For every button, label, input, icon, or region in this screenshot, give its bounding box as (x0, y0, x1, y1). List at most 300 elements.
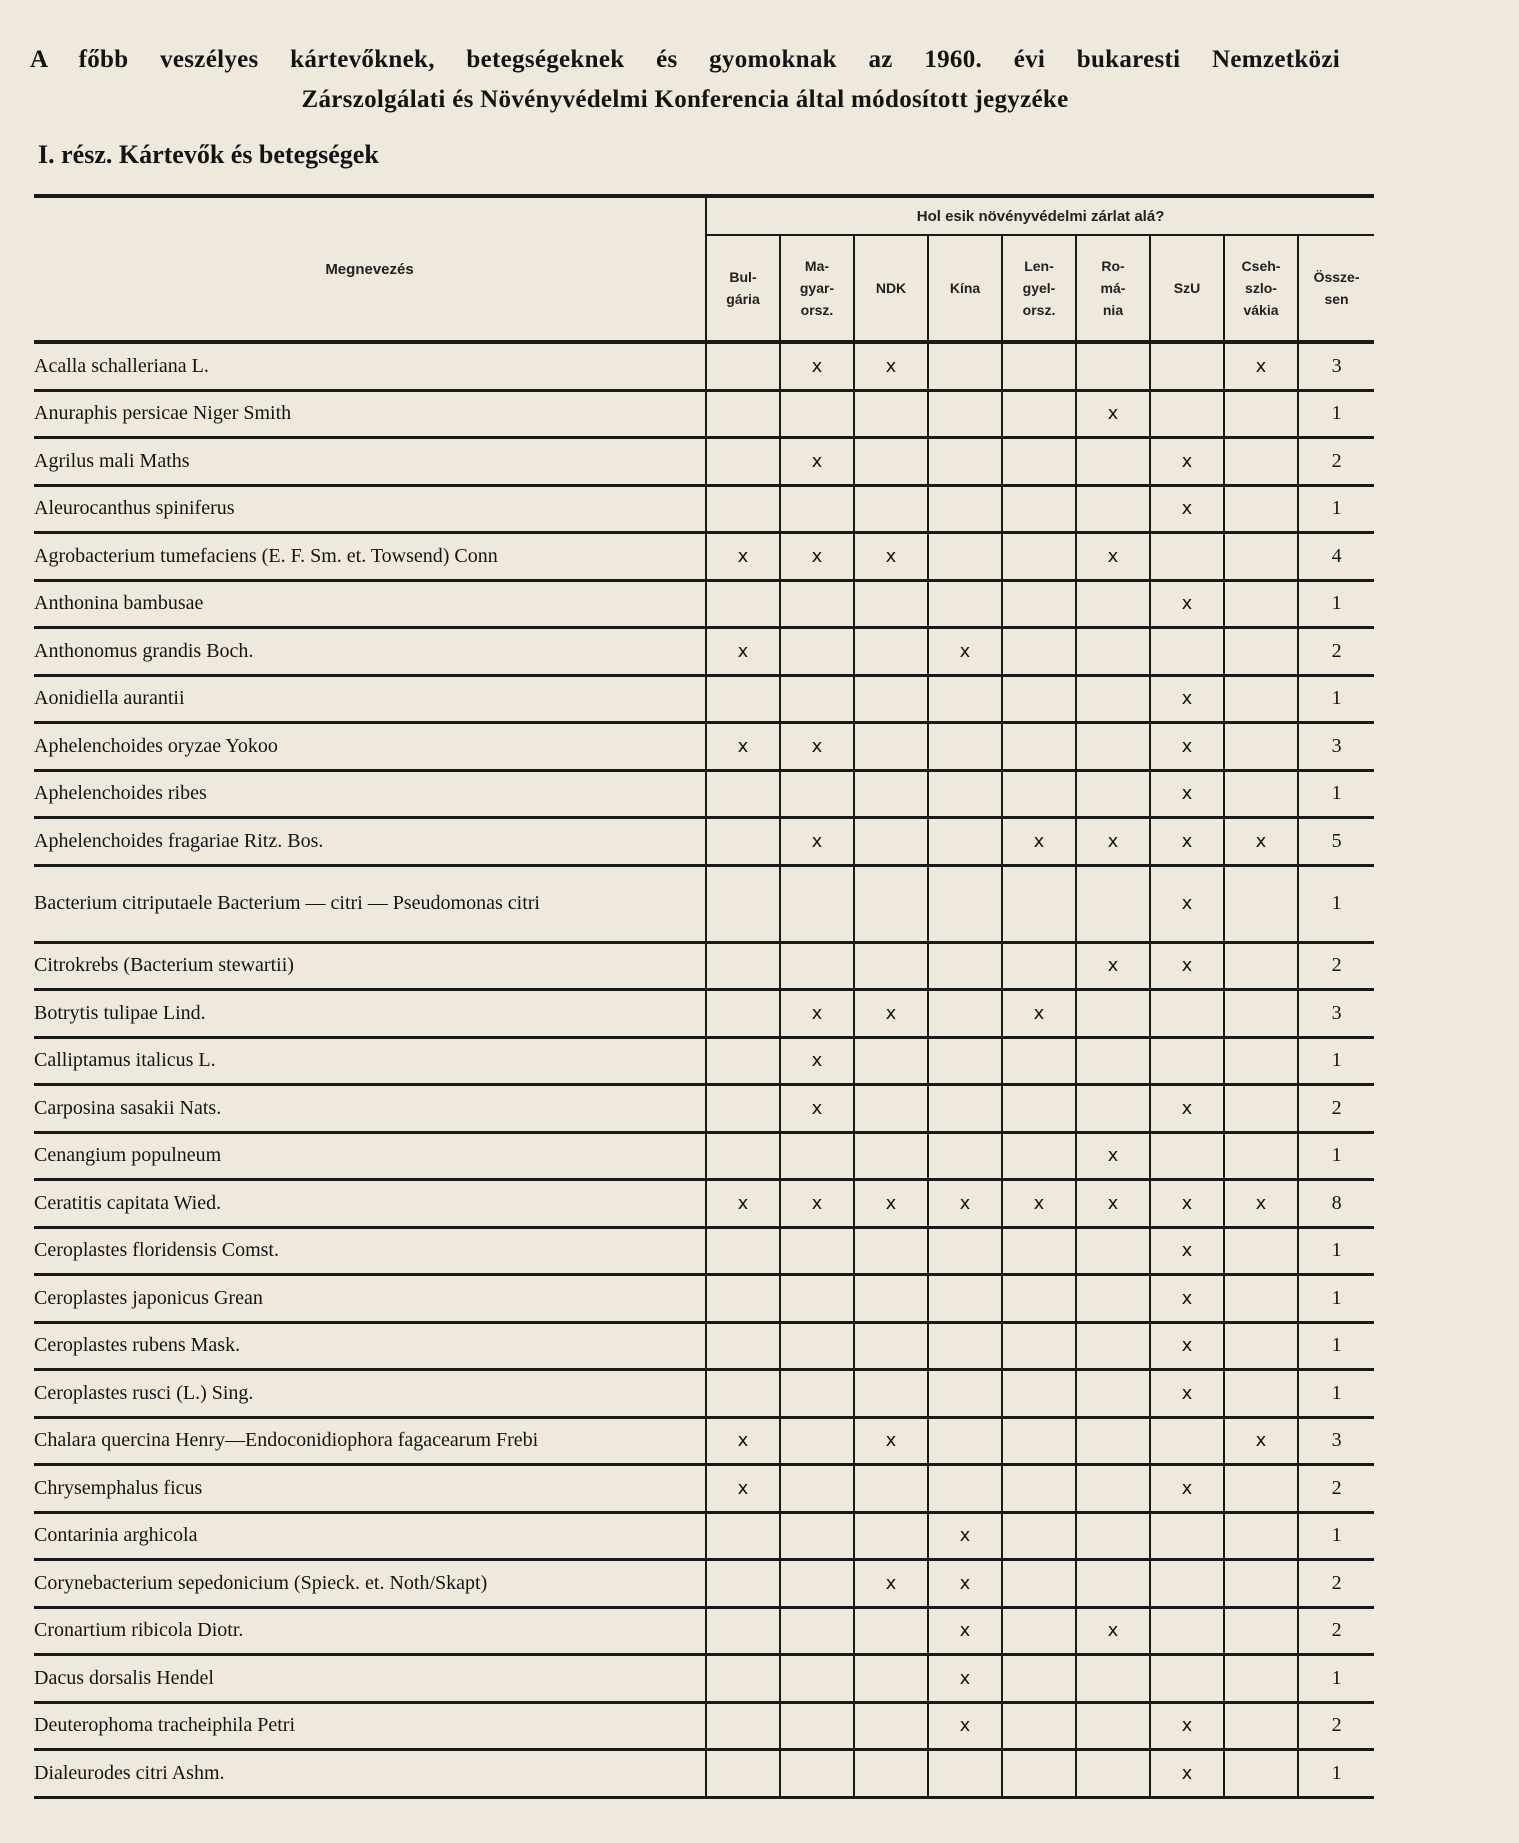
total-count: 2 (1298, 1465, 1374, 1513)
quarantine-mark (780, 1607, 854, 1655)
quarantine-mark (854, 1322, 928, 1370)
total-count: 8 (1298, 1180, 1374, 1228)
quarantine-mark (854, 770, 928, 818)
table-row (34, 675, 1374, 723)
table-row (34, 770, 1374, 818)
quarantine-mark (854, 675, 928, 723)
quarantine-mark (780, 390, 854, 438)
header-kina (928, 235, 1002, 342)
quarantine-mark (1224, 942, 1298, 990)
quarantine-mark (780, 942, 854, 990)
total-count: 1 (1298, 390, 1374, 438)
table-row (34, 533, 1374, 581)
quarantine-mark (928, 438, 1002, 486)
quarantine-mark (1150, 990, 1224, 1038)
quarantine-mark (706, 1370, 780, 1418)
quarantine-mark (1076, 438, 1150, 486)
quarantine-mark (1224, 865, 1298, 942)
species-name: Ceratitis capitata Wied. (34, 1180, 706, 1228)
species-name: Bacterium citriputaele Bacterium — citri — Pseudomonas citri (34, 865, 706, 942)
quarantine-mark: x (928, 1180, 1002, 1228)
quarantine-mark (1076, 1465, 1150, 1513)
quarantine-mark (1002, 1227, 1076, 1275)
quarantine-mark (706, 1132, 780, 1180)
quarantine-mark (1076, 1512, 1150, 1560)
quarantine-mark (928, 1227, 1002, 1275)
quarantine-mark: x (780, 342, 854, 390)
quarantine-mark (780, 1275, 854, 1323)
quarantine-mark (928, 1322, 1002, 1370)
total-count: 3 (1298, 342, 1374, 390)
quarantine-mark (706, 1750, 780, 1798)
quarantine-mark (1150, 1417, 1224, 1465)
quarantine-mark (1076, 675, 1150, 723)
quarantine-mark (706, 770, 780, 818)
species-name: Dacus dorsalis Hendel (34, 1655, 706, 1703)
header-csehszlovakia (1224, 235, 1298, 342)
species-name: Dialeurodes citri Ashm. (34, 1750, 706, 1798)
species-name: Chalara quercina Henry—Endoconidiophora fagacearum Frebi (34, 1417, 706, 1465)
species-name: Agrilus mali Maths (34, 438, 706, 486)
quarantine-mark (1076, 770, 1150, 818)
total-count: 1 (1298, 1655, 1374, 1703)
quarantine-mark (854, 1370, 928, 1418)
quarantine-mark: x (1150, 675, 1224, 723)
quarantine-mark: x (1150, 1275, 1224, 1323)
quarantine-mark (1002, 438, 1076, 486)
quarantine-mark (706, 438, 780, 486)
species-name: Ceroplastes japonicus Grean (34, 1275, 706, 1323)
quarantine-mark (1150, 1132, 1224, 1180)
table-row (34, 1037, 1374, 1085)
table-row (34, 1750, 1374, 1798)
quarantine-mark (1002, 770, 1076, 818)
species-name: Cronartium ribicola Diotr. (34, 1607, 706, 1655)
quarantine-mark (706, 1322, 780, 1370)
quarantine-mark (780, 1560, 854, 1608)
quarantine-mark (1224, 580, 1298, 628)
total-count: 1 (1298, 1037, 1374, 1085)
species-name: Calliptamus italicus L. (34, 1037, 706, 1085)
quarantine-mark: x (706, 723, 780, 771)
quarantine-mark: x (854, 990, 928, 1038)
quarantine-mark: x (928, 1702, 1002, 1750)
table-row (34, 990, 1374, 1038)
quarantine-mark (854, 818, 928, 866)
quarantine-mark: x (1150, 770, 1224, 818)
quarantine-mark (780, 1702, 854, 1750)
quarantine-mark (1002, 942, 1076, 990)
quarantine-mark (706, 1560, 780, 1608)
quarantine-mark: x (780, 1085, 854, 1133)
total-count: 3 (1298, 723, 1374, 771)
quarantine-mark (854, 865, 928, 942)
quarantine-mark (1224, 1037, 1298, 1085)
quarantine-mark (1224, 1370, 1298, 1418)
quarantine-mark: x (1150, 1750, 1224, 1798)
species-name: Aphelenchoides ribes (34, 770, 706, 818)
quarantine-mark (1002, 675, 1076, 723)
quarantine-mark (854, 1037, 928, 1085)
quarantine-mark: x (854, 1560, 928, 1608)
quarantine-mark: x (706, 1417, 780, 1465)
species-name: Aleurocanthus spiniferus (34, 485, 706, 533)
quarantine-mark (780, 865, 854, 942)
header-szu (1150, 235, 1224, 342)
quarantine-mark (928, 990, 1002, 1038)
quarantine-mark: x (854, 1180, 928, 1228)
quarantine-mark (928, 723, 1002, 771)
total-count: 1 (1298, 1275, 1374, 1323)
quarantine-mark (1002, 723, 1076, 771)
quarantine-mark: x (1224, 818, 1298, 866)
quarantine-mark: x (928, 1512, 1002, 1560)
quarantine-mark (1076, 1750, 1150, 1798)
species-name: Ceroplastes rusci (L.) Sing. (34, 1370, 706, 1418)
species-name: Acalla schalleriana L. (34, 342, 706, 390)
quarantine-mark (1150, 1607, 1224, 1655)
quarantine-mark (1002, 1607, 1076, 1655)
quarantine-mark (854, 580, 928, 628)
header-kina-label: Kína (949, 280, 981, 296)
quarantine-mark: x (928, 1560, 1002, 1608)
table-row (34, 1227, 1374, 1275)
quarantine-mark (780, 1370, 854, 1418)
quarantine-mark (1002, 390, 1076, 438)
quarantine-mark: x (1150, 865, 1224, 942)
quarantine-mark (1002, 1560, 1076, 1608)
total-count: 2 (1298, 1560, 1374, 1608)
total-count: 5 (1298, 818, 1374, 866)
table-row (34, 1370, 1374, 1418)
quarantine-mark (1002, 628, 1076, 676)
quarantine-mark: x (1076, 1607, 1150, 1655)
quarantine-mark: x (780, 990, 854, 1038)
quarantine-mark (1002, 1370, 1076, 1418)
quarantine-mark (928, 865, 1002, 942)
quarantine-mark (706, 1607, 780, 1655)
total-count: 1 (1298, 865, 1374, 942)
quarantine-mark (1076, 1655, 1150, 1703)
quarantine-mark (1076, 990, 1150, 1038)
quarantine-mark: x (1150, 580, 1224, 628)
quarantine-mark (928, 485, 1002, 533)
quarantine-mark (1002, 1085, 1076, 1133)
quarantine-mark (1076, 1085, 1150, 1133)
table-row (34, 1322, 1374, 1370)
quarantine-mark (1002, 1417, 1076, 1465)
total-count: 2 (1298, 942, 1374, 990)
table-row (34, 942, 1374, 990)
quarantine-mark (1150, 1512, 1224, 1560)
quarantine-mark (1224, 770, 1298, 818)
species-name: Chrysemphalus ficus (34, 1465, 706, 1513)
quarantine-mark (1150, 533, 1224, 581)
table-row (34, 390, 1374, 438)
table-row (34, 818, 1374, 866)
quarantine-mark (1002, 1322, 1076, 1370)
quarantine-mark: x (1150, 1702, 1224, 1750)
table-row (34, 1702, 1374, 1750)
quarantine-mark (706, 485, 780, 533)
quarantine-mark (1224, 723, 1298, 771)
table-row (34, 1085, 1374, 1133)
quarantine-mark: x (1224, 342, 1298, 390)
table-row (34, 628, 1374, 676)
quarantine-mark (1002, 1037, 1076, 1085)
quarantine-mark: x (1076, 818, 1150, 866)
quarantine-mark (928, 1037, 1002, 1085)
quarantine-mark (1002, 1132, 1076, 1180)
quarantine-mark (1002, 1512, 1076, 1560)
quarantine-mark (928, 1132, 1002, 1180)
quarantine-mark (1076, 628, 1150, 676)
quarantine-mark (854, 1750, 928, 1798)
quarantine-mark: x (1002, 1180, 1076, 1228)
title-line-2: Zárszolgálati és Növényvédelmi Konferencia által módosított jegyzéke (301, 86, 1069, 113)
quarantine-mark (854, 1227, 928, 1275)
quarantine-mark (1076, 1370, 1150, 1418)
quarantine-mark (780, 1465, 854, 1513)
quarantine-mark (854, 1512, 928, 1560)
table-row (34, 865, 1374, 942)
quarantine-mark (780, 580, 854, 628)
quarantine-mark (1076, 1322, 1150, 1370)
quarantine-mark (706, 942, 780, 990)
species-name: Aphelenchoides fragariae Ritz. Bos. (34, 818, 706, 866)
quarantine-mark (780, 485, 854, 533)
table-row (34, 485, 1374, 533)
quarantine-mark (1076, 865, 1150, 942)
total-count: 2 (1298, 1702, 1374, 1750)
table-row (34, 1132, 1374, 1180)
quarantine-mark (1076, 1417, 1150, 1465)
quarantine-mark: x (928, 1607, 1002, 1655)
total-count: 3 (1298, 990, 1374, 1038)
species-name: Ceroplastes rubens Mask. (34, 1322, 706, 1370)
quarantine-mark (1002, 1750, 1076, 1798)
header-osszesen (1298, 235, 1374, 342)
quarantine-mark (1150, 390, 1224, 438)
header-bulgaria-label: Bul- gária (726, 269, 760, 307)
quarantine-mark (1224, 1322, 1298, 1370)
total-count: 1 (1298, 1512, 1374, 1560)
header-romania (1076, 235, 1150, 342)
quarantine-mark: x (706, 1465, 780, 1513)
quarantine-mark (854, 1085, 928, 1133)
quarantine-mark (928, 580, 1002, 628)
species-name: Agrobacterium tumefaciens (E. F. Sm. et. Towsend) Conn (34, 533, 706, 581)
quarantine-mark: x (780, 438, 854, 486)
quarantine-mark (1150, 1037, 1224, 1085)
quarantine-mark (780, 1512, 854, 1560)
quarantine-mark (1224, 1560, 1298, 1608)
quarantine-mark (854, 1655, 928, 1703)
header-osszesen-label: Össze- sen (1313, 269, 1360, 307)
quarantine-mark (706, 1702, 780, 1750)
quarantine-mark (1224, 628, 1298, 676)
quarantine-mark (928, 1370, 1002, 1418)
quarantine-mark (928, 1085, 1002, 1133)
quarantine-mark: x (854, 533, 928, 581)
quarantine-mark (928, 390, 1002, 438)
quarantine-mark (928, 675, 1002, 723)
quarantine-mark (1076, 342, 1150, 390)
quarantine-mark (854, 942, 928, 990)
quarantine-mark (854, 485, 928, 533)
quarantine-mark (928, 818, 1002, 866)
quarantine-mark (706, 1512, 780, 1560)
table-row (34, 1465, 1374, 1513)
quarantine-mark (854, 723, 928, 771)
quarantine-mark (854, 1702, 928, 1750)
quarantine-mark: x (1150, 1322, 1224, 1370)
quarantine-mark (854, 1132, 928, 1180)
quarantine-mark: x (1150, 1180, 1224, 1228)
header-bulgaria (706, 235, 780, 342)
quarantine-mark: x (780, 1037, 854, 1085)
quarantine-mark: x (1076, 1180, 1150, 1228)
header-lengyelorszag-label: Len- gyel- orsz. (1022, 258, 1056, 318)
header-group: Hol esik növényvédelmi zárlat alá? (706, 196, 1374, 235)
total-count: 1 (1298, 770, 1374, 818)
quarantine-mark: x (854, 342, 928, 390)
quarantine-mark (1150, 342, 1224, 390)
quarantine-mark (1224, 1607, 1298, 1655)
header-magyarorszag-label: Ma- gyar- orsz. (799, 258, 835, 318)
quarantine-mark (1224, 533, 1298, 581)
total-count: 2 (1298, 1085, 1374, 1133)
quarantine-mark: x (1076, 942, 1150, 990)
quarantine-mark (928, 770, 1002, 818)
quarantine-mark: x (706, 628, 780, 676)
table-row (34, 1560, 1374, 1608)
total-count: 1 (1298, 1227, 1374, 1275)
quarantine-mark (706, 1655, 780, 1703)
header-romania-label: Ro- má- nia (1100, 258, 1126, 318)
species-name: Carposina sasakii Nats. (34, 1085, 706, 1133)
total-count: 3 (1298, 1417, 1374, 1465)
quarantine-mark: x (1076, 533, 1150, 581)
quarantine-mark (706, 990, 780, 1038)
species-name: Aphelenchoides oryzae Yokoo (34, 723, 706, 771)
species-name: Citrokrebs (Bacterium stewartii) (34, 942, 706, 990)
quarantine-table (34, 194, 1374, 1799)
quarantine-mark: x (1150, 723, 1224, 771)
quarantine-mark (928, 342, 1002, 390)
quarantine-mark (854, 438, 928, 486)
quarantine-mark (1150, 1655, 1224, 1703)
species-name: Botrytis tulipae Lind. (34, 990, 706, 1038)
quarantine-mark (1002, 1702, 1076, 1750)
species-name: Aonidiella aurantii (34, 675, 706, 723)
header-csehszlovakia-label: Cseh- szlo- vákia (1241, 258, 1281, 318)
quarantine-mark (1224, 438, 1298, 486)
table-row (34, 1655, 1374, 1703)
quarantine-mark: x (780, 533, 854, 581)
quarantine-mark (1224, 1702, 1298, 1750)
quarantine-mark (1224, 675, 1298, 723)
quarantine-mark (1224, 390, 1298, 438)
quarantine-mark (1224, 1085, 1298, 1133)
quarantine-mark (706, 342, 780, 390)
quarantine-mark: x (1002, 990, 1076, 1038)
quarantine-mark (854, 1465, 928, 1513)
quarantine-mark (1076, 580, 1150, 628)
quarantine-mark: x (1224, 1180, 1298, 1228)
header-ndk-label: NDK (875, 280, 907, 296)
quarantine-mark: x (928, 1655, 1002, 1703)
total-count: 1 (1298, 1370, 1374, 1418)
quarantine-mark (1002, 1465, 1076, 1513)
quarantine-mark (928, 1417, 1002, 1465)
quarantine-mark (706, 580, 780, 628)
quarantine-mark (780, 1750, 854, 1798)
quarantine-mark: x (928, 628, 1002, 676)
total-count: 2 (1298, 628, 1374, 676)
quarantine-mark (1002, 342, 1076, 390)
species-name: Anuraphis persicae Niger Smith (34, 390, 706, 438)
species-name: Anthonomus grandis Boch. (34, 628, 706, 676)
species-name: Anthonina bambusae (34, 580, 706, 628)
quarantine-mark: x (1150, 438, 1224, 486)
quarantine-mark (1076, 1702, 1150, 1750)
quarantine-mark (706, 818, 780, 866)
quarantine-mark (706, 390, 780, 438)
quarantine-mark: x (1224, 1417, 1298, 1465)
total-count: 1 (1298, 1322, 1374, 1370)
quarantine-mark: x (780, 723, 854, 771)
quarantine-mark (780, 1322, 854, 1370)
table-row (34, 1417, 1374, 1465)
document-title (30, 40, 1340, 120)
quarantine-mark (706, 865, 780, 942)
total-count: 1 (1298, 1750, 1374, 1798)
header-ndk (854, 235, 928, 342)
quarantine-mark: x (1076, 390, 1150, 438)
table-row (34, 1180, 1374, 1228)
quarantine-mark (1076, 723, 1150, 771)
table-row (34, 342, 1374, 390)
quarantine-mark (1076, 1227, 1150, 1275)
quarantine-mark (706, 675, 780, 723)
quarantine-mark (928, 942, 1002, 990)
quarantine-mark: x (1150, 1370, 1224, 1418)
header-magyarorszag (780, 235, 854, 342)
quarantine-mark (1076, 1275, 1150, 1323)
quarantine-mark (854, 628, 928, 676)
quarantine-mark (928, 533, 1002, 581)
species-name: Deuterophoma tracheiphila Petri (34, 1702, 706, 1750)
quarantine-mark (1150, 1560, 1224, 1608)
total-count: 1 (1298, 580, 1374, 628)
quarantine-mark (780, 1417, 854, 1465)
total-count: 1 (1298, 1132, 1374, 1180)
quarantine-mark (1002, 1655, 1076, 1703)
table-row (34, 1512, 1374, 1560)
quarantine-mark (780, 1132, 854, 1180)
quarantine-mark (1224, 1132, 1298, 1180)
quarantine-mark (854, 1275, 928, 1323)
table-row (34, 1607, 1374, 1655)
total-count: 2 (1298, 1607, 1374, 1655)
quarantine-mark (1224, 1227, 1298, 1275)
quarantine-mark (928, 1465, 1002, 1513)
quarantine-mark: x (1076, 1132, 1150, 1180)
quarantine-mark (854, 390, 928, 438)
quarantine-mark (706, 1275, 780, 1323)
quarantine-mark (1224, 1465, 1298, 1513)
